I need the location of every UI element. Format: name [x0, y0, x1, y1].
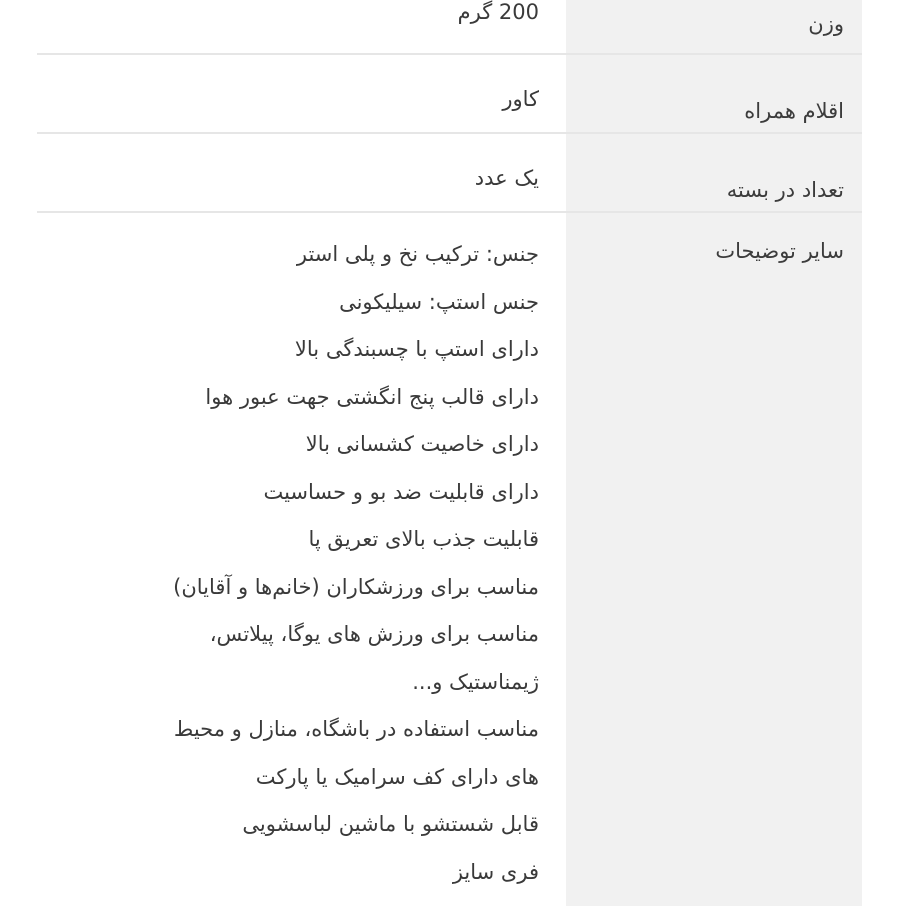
description-line: دارای خاصیت کشسانی بالا [305, 432, 539, 456]
description-line: قابلیت جذب بالای تعریق پا [308, 527, 539, 551]
spec-description [37, 213, 566, 906]
description-line: های دارای کف سرامیک یا پارکت [255, 764, 539, 789]
description-line: مناسب استفاده در باشگاه، منازل و محیط [173, 717, 539, 741]
spec-label: وزن [566, 0, 862, 53]
spec-label: اقلام همراه [566, 55, 862, 132]
description-line: مناسب برای ورزشکاران (خانم‌ها و آقایان) [173, 574, 539, 599]
description-line: دارای قالب پنج انگشتی جهت عبور هوا [205, 384, 539, 409]
description-line: دارای استپ با چسبندگی بالا [294, 337, 539, 361]
description-line: دارای قابلیت ضد بو و حساسیت [263, 479, 539, 504]
spec-value: یک عدد [474, 166, 539, 190]
product-spec-table [37, 0, 862, 906]
description-line: قابل شستشو با ماشین لباسشویی [242, 812, 539, 836]
description-line: مناسب برای ورزش های یوگا، پیلاتس، [209, 622, 539, 646]
spec-label: تعداد در بسته [566, 134, 862, 211]
description-line: ژیمناستیک و... [412, 669, 539, 694]
spec-value: 200 گرم [457, 0, 539, 24]
spec-row-pack-quantity [37, 134, 862, 213]
spec-row-weight [37, 0, 862, 55]
spec-label: سایر توضیحات [566, 213, 862, 906]
description-line: جنس: ترکیب نخ و پلی استر [296, 242, 539, 266]
description-line: جنس استپ: سیلیکونی [339, 289, 539, 314]
spec-row-included-items [37, 55, 862, 134]
description-line: فری سایز [452, 859, 539, 884]
spec-value: کاور [502, 87, 539, 111]
spec-row-other-details [37, 213, 862, 906]
